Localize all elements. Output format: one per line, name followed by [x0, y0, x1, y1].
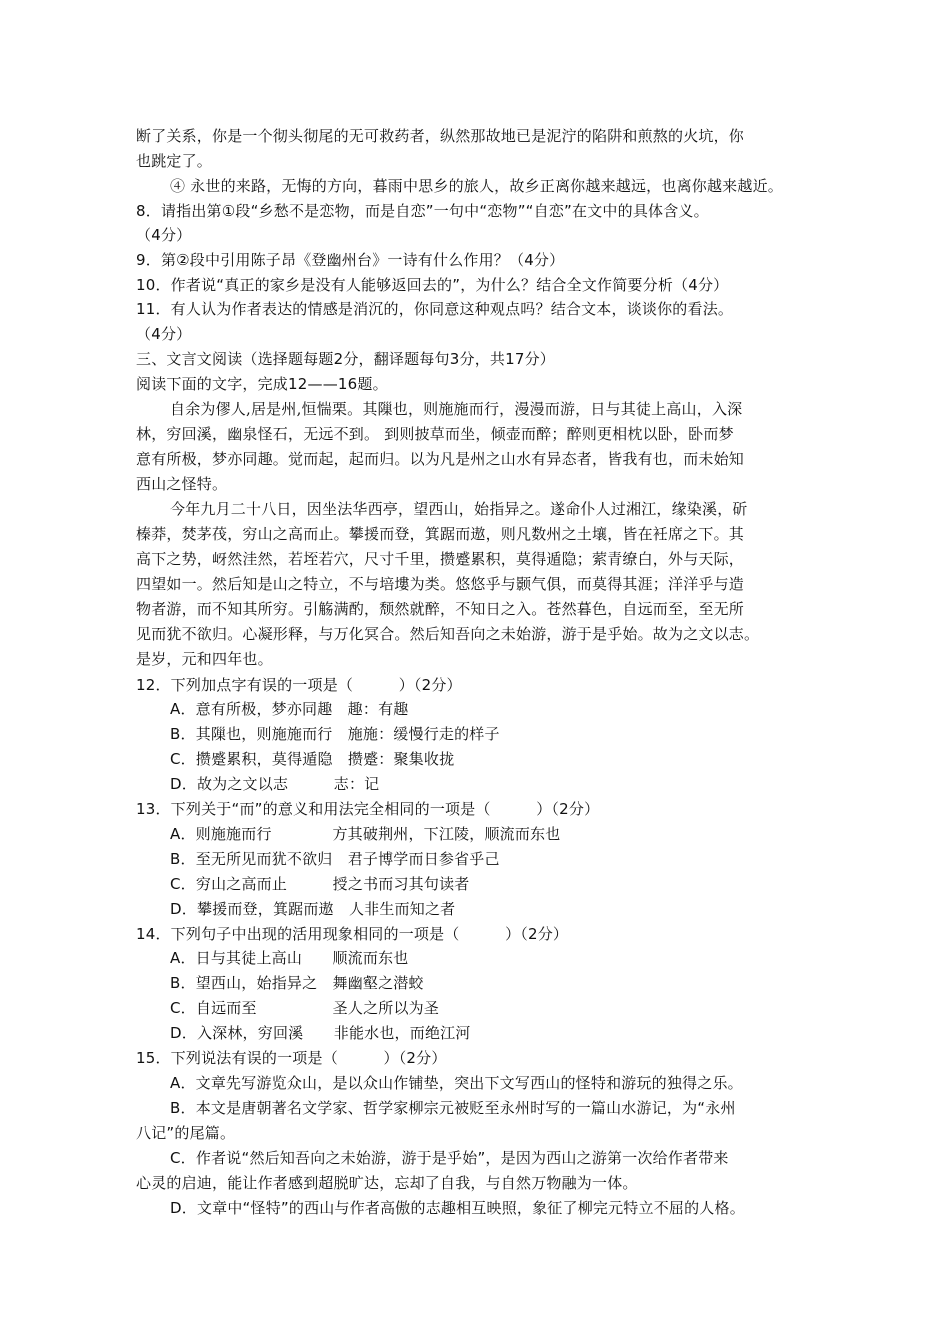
option-15-c: C．作者说“然后知吾向之未始游，游于是乎始”，是因为西山之游第一次给作者带来 [170, 1149, 729, 1167]
question-9: 9．第②段中引用陈子昂《登幽州台》一诗有什么作用？（4分） [136, 251, 565, 269]
question-11-score: （4分） [136, 325, 192, 343]
option-14-d: D．入深林，穷回溪 非能水也，而绝江河 [170, 1024, 471, 1042]
question-12: 12．下列加点字有误的一项是（ ）（2分） [136, 676, 462, 694]
section-instruction: 阅读下面的文字，完成12——16题。 [136, 375, 388, 393]
question-13: 13．下列关于“而”的意义和用法完全相同的一项是（ ）（2分） [136, 800, 600, 818]
option-15-a: A．文章先写游览众山，是以众山作铺垫，突出下文写西山的怪特和游玩的独得之乐。 [170, 1074, 743, 1092]
option-13-a: A．则施施而行 方其破荆州，下江陵，顺流而东也 [170, 825, 561, 843]
option-13-c: C．穷山之高而止 授之书而习其句读者 [170, 875, 470, 893]
classical-line: 榛莽，焚茅茷，穷山之高而止。攀援而登，箕踞而遨，则凡数州之土壤，皆在衽席之下。其 [136, 525, 745, 543]
question-11: 11．有人认为作者表达的情感是消沉的，你同意这种观点吗？结合文本，谈谈你的看法。 [136, 300, 734, 318]
classical-line: 今年九月二十八日，因坐法华西亭，望西山，始指异之。遂命仆人过湘江，缘染溪，斫 [170, 500, 748, 518]
classical-line: 是岁，元和四年也。 [136, 650, 273, 668]
option-12-d: D．故为之文以志 志：记 [170, 775, 380, 793]
option-15-c-cont: 心灵的启迪，能让作者感到超脱旷达，忘却了自我，与自然万物融为一体。 [136, 1174, 638, 1192]
option-15-d: D．文章中“怪特”的西山与作者高傲的志趣相互映照，象征了柳完元特立不屈的人格。 [170, 1199, 745, 1217]
question-14: 14．下列句子中出现的活用现象相同的一项是（ ）（2分） [136, 925, 569, 943]
classical-line: 四望如一。然后知是山之特立，不与培塿为类。悠悠乎与颢气俱，而莫得其涯；洋洋乎与造 [136, 575, 745, 593]
option-14-b: B．望西山，始指异之 舞幽壑之潜蛟 [170, 974, 424, 992]
question-8-score: （4分） [136, 226, 192, 244]
passage-line: 也跳定了。 [136, 152, 213, 170]
option-12-a: A．意有所极，梦亦同趣 趣：有趣 [170, 700, 409, 718]
question-10: 10．作者说“真正的家乡是没有人能够返回去的”，为什么？结合全文作简要分析（4分） [136, 276, 729, 294]
classical-line: 物者游，而不知其所穷。引觞满酌，颓然就醉，不知日之入。苍然暮色，自远而至，至无所 [136, 600, 745, 618]
classical-line: 西山之怪特。 [136, 475, 228, 493]
classical-line: 林，穷回溪，幽泉怪石，无远不到。 到则披草而坐，倾壶而醉；醉则更相枕以卧，卧而梦 [136, 425, 734, 443]
question-8: 8．请指出第①段“乡愁不是恋物，而是自恋”一句中“恋物”“自恋”在文中的具体含义。 [136, 202, 709, 220]
option-15-b: B．本文是唐朝著名文学家、哲学家柳宗元被贬至永州时写的一篇山水游记，为“永州 [170, 1099, 736, 1117]
option-14-c: C．自远而至 圣人之所以为圣 [170, 999, 440, 1017]
passage-line: 断了关系，你是一个彻头彻尾的无可救药者，纵然那故地已是泥泞的陷阱和煎熬的火坑，你 [136, 127, 745, 145]
option-13-b: B．至无所见而犹不欲归 君子博学而日参省乎己 [170, 850, 500, 868]
classical-line: 高下之势，岈然洼然，若垤若穴，尺寸千里，攒蹙累积，莫得遁隐；萦青缭白，外与天际， [136, 550, 745, 568]
passage-line: ④ 永世的来路，无悔的方向，暮雨中思乡的旅人，故乡正离你越来越远，也离你越来越近。 [170, 177, 783, 195]
option-12-b: B．其隟也，则施施而行 施施：缓慢行走的样子 [170, 725, 500, 743]
classical-line: 见而犹不欲归。心凝形释，与万化冥合。然后知吾向之未始游，游于是乎始。故为之文以志。 [136, 625, 760, 643]
classical-line: 自余为僇人,居是州,恒惴栗。其隟也，则施施而行，漫漫而游，日与其徒上高山，入深 [170, 400, 743, 418]
classical-line: 意有所极，梦亦同趣。觉而起，起而归。以为凡是州之山水有异态者，皆我有也，而未始知 [136, 450, 745, 468]
section-heading: 三、文言文阅读（选择题每题2分，翻译题每句3分，共17分） [136, 350, 555, 368]
option-15-b-cont: 八记”的尾篇。 [136, 1124, 236, 1142]
option-12-c: C．攒蹙累积，莫得遁隐 攒蹙：聚集收拢 [170, 750, 455, 768]
option-13-d: D．攀援而登，箕踞而遨 人非生而知之者 [170, 900, 456, 918]
question-15: 15．下列说法有误的一项是（ ）（2分） [136, 1049, 447, 1067]
option-14-a: A．日与其徒上高山 顺流而东也 [170, 949, 409, 967]
